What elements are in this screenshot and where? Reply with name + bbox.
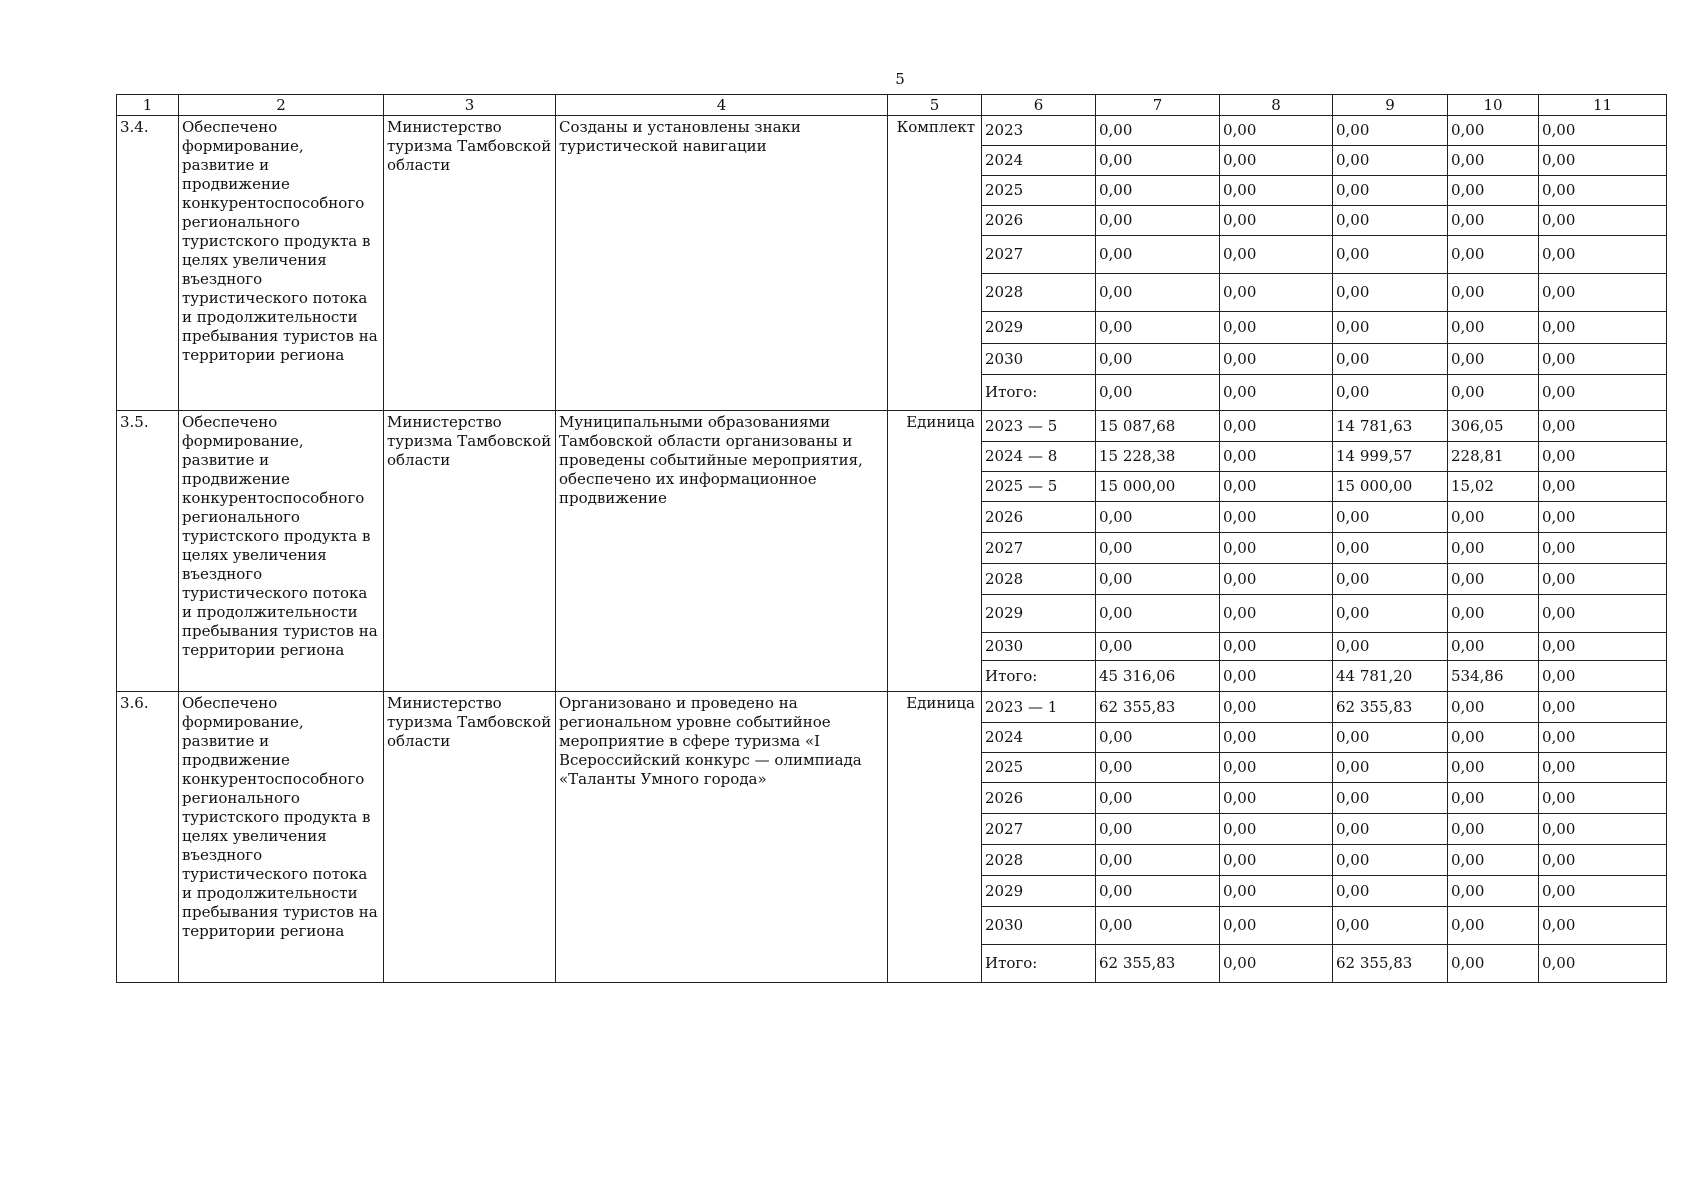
period-cell: 2025 — 5 xyxy=(982,472,1096,502)
value-cell: 0,00 xyxy=(1448,783,1539,814)
value-cell: 0,00 xyxy=(1096,595,1220,633)
value-cell: 0,00 xyxy=(1333,375,1448,411)
value-cell: 15 228,38 xyxy=(1096,442,1220,472)
value-cell: 62 355,83 xyxy=(1333,692,1448,723)
value-cell: 0,00 xyxy=(1448,907,1539,945)
value-cell: 0,00 xyxy=(1220,633,1333,661)
value-cell: 0,00 xyxy=(1539,375,1667,411)
column-header: 10 xyxy=(1448,95,1539,116)
value-cell: 0,00 xyxy=(1333,533,1448,564)
section-unit: Комплект xyxy=(888,116,982,411)
period-cell: 2030 xyxy=(982,633,1096,661)
value-cell: 0,00 xyxy=(1220,502,1333,533)
value-cell: 15,02 xyxy=(1448,472,1539,502)
value-cell: 0,00 xyxy=(1096,533,1220,564)
period-cell: 2023 — 5 xyxy=(982,411,1096,442)
value-cell: 0,00 xyxy=(1096,344,1220,375)
value-cell: 0,00 xyxy=(1096,907,1220,945)
value-cell: 0,00 xyxy=(1539,502,1667,533)
value-cell: 0,00 xyxy=(1220,595,1333,633)
period-cell: 2030 xyxy=(982,907,1096,945)
value-cell: 0,00 xyxy=(1096,274,1220,312)
value-cell: 0,00 xyxy=(1220,236,1333,274)
value-cell: 62 355,83 xyxy=(1096,945,1220,983)
value-cell: 0,00 xyxy=(1539,533,1667,564)
value-cell: 0,00 xyxy=(1448,116,1539,146)
period-cell: 2025 xyxy=(982,176,1096,206)
period-cell: 2026 xyxy=(982,502,1096,533)
value-cell: 0,00 xyxy=(1333,344,1448,375)
period-cell: 2029 xyxy=(982,595,1096,633)
value-cell: 62 355,83 xyxy=(1096,692,1220,723)
value-cell: 0,00 xyxy=(1448,375,1539,411)
value-cell: 0,00 xyxy=(1096,783,1220,814)
value-cell: 0,00 xyxy=(1333,236,1448,274)
table-row xyxy=(117,411,1667,442)
column-header: 5 xyxy=(888,95,982,116)
value-cell: 0,00 xyxy=(1096,845,1220,876)
value-cell: 0,00 xyxy=(1220,206,1333,236)
value-cell: 0,00 xyxy=(1220,533,1333,564)
value-cell: 0,00 xyxy=(1220,564,1333,595)
value-cell: 0,00 xyxy=(1333,723,1448,753)
period-cell: Итого: xyxy=(982,945,1096,983)
value-cell: 0,00 xyxy=(1448,274,1539,312)
period-cell: 2028 xyxy=(982,564,1096,595)
value-cell: 0,00 xyxy=(1448,236,1539,274)
value-cell: 0,00 xyxy=(1333,907,1448,945)
value-cell: 0,00 xyxy=(1539,907,1667,945)
section-executor: Министерство туризма Тамбовской области xyxy=(384,116,556,411)
period-cell: 2027 xyxy=(982,236,1096,274)
value-cell: 0,00 xyxy=(1539,876,1667,907)
value-cell: 0,00 xyxy=(1448,564,1539,595)
value-cell: 0,00 xyxy=(1448,845,1539,876)
value-cell: 0,00 xyxy=(1333,502,1448,533)
value-cell: 0,00 xyxy=(1096,753,1220,783)
value-cell: 0,00 xyxy=(1096,236,1220,274)
value-cell: 0,00 xyxy=(1096,375,1220,411)
value-cell: 0,00 xyxy=(1448,176,1539,206)
section-index: 3.6. xyxy=(117,692,179,983)
value-cell: 0,00 xyxy=(1333,176,1448,206)
section-activity: Организовано и проведено на региональном уровне событийное мероприятие в сфере туризма «I Всероссийский конкурс — олимпиада «Таланты Умного города» xyxy=(556,692,888,983)
value-cell: 0,00 xyxy=(1220,344,1333,375)
value-cell: 0,00 xyxy=(1539,116,1667,146)
value-cell: 0,00 xyxy=(1448,146,1539,176)
value-cell: 0,00 xyxy=(1333,814,1448,845)
value-cell: 0,00 xyxy=(1539,206,1667,236)
value-cell: 0,00 xyxy=(1333,783,1448,814)
period-cell: 2026 xyxy=(982,783,1096,814)
period-cell: 2027 xyxy=(982,533,1096,564)
value-cell: 0,00 xyxy=(1539,753,1667,783)
period-cell: 2023 — 1 xyxy=(982,692,1096,723)
section-activity: Созданы и установлены знаки туристической навигации xyxy=(556,116,888,411)
value-cell: 0,00 xyxy=(1448,312,1539,344)
value-cell: 0,00 xyxy=(1333,564,1448,595)
section-result: Обеспечено формирование, развитие и продвижение конкурентоспособного регионального туристского продукта в целях увеличения въездного туристического потока и продолжительности пребывания туристов на территории региона xyxy=(179,116,384,411)
period-cell: 2029 xyxy=(982,876,1096,907)
value-cell: 0,00 xyxy=(1096,176,1220,206)
period-cell: 2030 xyxy=(982,344,1096,375)
value-cell: 0,00 xyxy=(1096,116,1220,146)
value-cell: 0,00 xyxy=(1333,595,1448,633)
value-cell: 0,00 xyxy=(1448,723,1539,753)
value-cell: 0,00 xyxy=(1096,312,1220,344)
value-cell: 0,00 xyxy=(1096,206,1220,236)
value-cell: 0,00 xyxy=(1096,814,1220,845)
column-header: 1 xyxy=(117,95,179,116)
value-cell: 0,00 xyxy=(1539,274,1667,312)
period-cell: Итого: xyxy=(982,375,1096,411)
column-header: 6 xyxy=(982,95,1096,116)
value-cell: 0,00 xyxy=(1539,472,1667,502)
period-cell: 2023 xyxy=(982,116,1096,146)
value-cell: 0,00 xyxy=(1333,845,1448,876)
period-cell: Итого: xyxy=(982,661,1096,692)
value-cell: 0,00 xyxy=(1539,595,1667,633)
page-number: 5 xyxy=(895,70,905,88)
value-cell: 0,00 xyxy=(1448,814,1539,845)
column-header: 3 xyxy=(384,95,556,116)
value-cell: 0,00 xyxy=(1448,876,1539,907)
value-cell: 0,00 xyxy=(1220,661,1333,692)
period-cell: 2024 xyxy=(982,723,1096,753)
value-cell: 14 781,63 xyxy=(1333,411,1448,442)
value-cell: 0,00 xyxy=(1539,814,1667,845)
period-cell: 2026 xyxy=(982,206,1096,236)
value-cell: 0,00 xyxy=(1333,633,1448,661)
value-cell: 0,00 xyxy=(1220,907,1333,945)
column-header: 9 xyxy=(1333,95,1448,116)
value-cell: 0,00 xyxy=(1333,146,1448,176)
value-cell: 0,00 xyxy=(1448,753,1539,783)
section-result: Обеспечено формирование, развитие и продвижение конкурентоспособного регионального туристского продукта в целях увеличения въездного туристического потока и продолжительности пребывания туристов на территории региона xyxy=(179,411,384,692)
section-unit: Единица xyxy=(888,411,982,692)
table-row xyxy=(117,116,1667,146)
value-cell: 0,00 xyxy=(1539,236,1667,274)
value-cell: 45 316,06 xyxy=(1096,661,1220,692)
value-cell: 0,00 xyxy=(1096,633,1220,661)
value-cell: 0,00 xyxy=(1539,146,1667,176)
value-cell: 0,00 xyxy=(1333,876,1448,907)
value-cell: 0,00 xyxy=(1220,411,1333,442)
section-unit: Единица xyxy=(888,692,982,983)
value-cell: 0,00 xyxy=(1220,116,1333,146)
column-header: 7 xyxy=(1096,95,1220,116)
section-activity: Муниципальными образованиями Тамбовской области организованы и проведены событийные мероприятия, обеспечено их информационное продвижение xyxy=(556,411,888,692)
value-cell: 0,00 xyxy=(1539,723,1667,753)
value-cell: 0,00 xyxy=(1539,633,1667,661)
value-cell: 0,00 xyxy=(1220,783,1333,814)
section-index: 3.5. xyxy=(117,411,179,692)
section-executor: Министерство туризма Тамбовской области xyxy=(384,692,556,983)
value-cell: 0,00 xyxy=(1539,176,1667,206)
value-cell: 534,86 xyxy=(1448,661,1539,692)
value-cell: 0,00 xyxy=(1448,633,1539,661)
value-cell: 0,00 xyxy=(1539,344,1667,375)
value-cell: 44 781,20 xyxy=(1333,661,1448,692)
value-cell: 0,00 xyxy=(1220,723,1333,753)
column-header: 8 xyxy=(1220,95,1333,116)
section-index: 3.4. xyxy=(117,116,179,411)
value-cell: 0,00 xyxy=(1220,442,1333,472)
value-cell: 0,00 xyxy=(1096,876,1220,907)
value-cell: 0,00 xyxy=(1333,116,1448,146)
column-header: 2 xyxy=(179,95,384,116)
value-cell: 0,00 xyxy=(1448,533,1539,564)
value-cell: 306,05 xyxy=(1448,411,1539,442)
value-cell: 0,00 xyxy=(1220,753,1333,783)
period-cell: 2028 xyxy=(982,274,1096,312)
value-cell: 0,00 xyxy=(1539,945,1667,983)
value-cell: 0,00 xyxy=(1220,176,1333,206)
column-header: 11 xyxy=(1539,95,1667,116)
value-cell: 0,00 xyxy=(1539,312,1667,344)
value-cell: 15 000,00 xyxy=(1333,472,1448,502)
value-cell: 0,00 xyxy=(1220,274,1333,312)
value-cell: 0,00 xyxy=(1448,344,1539,375)
value-cell: 0,00 xyxy=(1333,312,1448,344)
value-cell: 0,00 xyxy=(1096,502,1220,533)
value-cell: 0,00 xyxy=(1220,845,1333,876)
period-cell: 2024 — 8 xyxy=(982,442,1096,472)
value-cell: 15 000,00 xyxy=(1096,472,1220,502)
period-cell: 2028 xyxy=(982,845,1096,876)
value-cell: 0,00 xyxy=(1539,783,1667,814)
section-result: Обеспечено формирование, развитие и продвижение конкурентоспособного регионального туристского продукта в целях увеличения въездного туристического потока и продолжительности пребывания туристов на территории региона xyxy=(179,692,384,983)
value-cell: 0,00 xyxy=(1448,206,1539,236)
period-cell: 2029 xyxy=(982,312,1096,344)
value-cell: 14 999,57 xyxy=(1333,442,1448,472)
value-cell: 0,00 xyxy=(1220,375,1333,411)
value-cell: 0,00 xyxy=(1333,206,1448,236)
period-cell: 2025 xyxy=(982,753,1096,783)
value-cell: 0,00 xyxy=(1448,945,1539,983)
value-cell: 228,81 xyxy=(1448,442,1539,472)
value-cell: 0,00 xyxy=(1220,876,1333,907)
value-cell: 0,00 xyxy=(1448,692,1539,723)
period-cell: 2027 xyxy=(982,814,1096,845)
value-cell: 0,00 xyxy=(1220,945,1333,983)
value-cell: 0,00 xyxy=(1220,312,1333,344)
value-cell: 0,00 xyxy=(1539,442,1667,472)
period-cell: 2024 xyxy=(982,146,1096,176)
column-header-row xyxy=(117,95,1667,116)
value-cell: 0,00 xyxy=(1333,274,1448,312)
value-cell: 0,00 xyxy=(1539,411,1667,442)
value-cell: 0,00 xyxy=(1220,472,1333,502)
value-cell: 15 087,68 xyxy=(1096,411,1220,442)
value-cell: 0,00 xyxy=(1220,146,1333,176)
value-cell: 0,00 xyxy=(1096,723,1220,753)
value-cell: 0,00 xyxy=(1539,661,1667,692)
value-cell: 0,00 xyxy=(1220,814,1333,845)
value-cell: 0,00 xyxy=(1448,595,1539,633)
value-cell: 0,00 xyxy=(1333,753,1448,783)
value-cell: 0,00 xyxy=(1448,502,1539,533)
measures-table xyxy=(116,94,1667,983)
column-header: 4 xyxy=(556,95,888,116)
section-executor: Министерство туризма Тамбовской области xyxy=(384,411,556,692)
table-row xyxy=(117,692,1667,723)
value-cell: 0,00 xyxy=(1096,146,1220,176)
value-cell: 0,00 xyxy=(1220,692,1333,723)
value-cell: 0,00 xyxy=(1539,564,1667,595)
value-cell: 0,00 xyxy=(1539,692,1667,723)
value-cell: 62 355,83 xyxy=(1333,945,1448,983)
value-cell: 0,00 xyxy=(1539,845,1667,876)
value-cell: 0,00 xyxy=(1096,564,1220,595)
